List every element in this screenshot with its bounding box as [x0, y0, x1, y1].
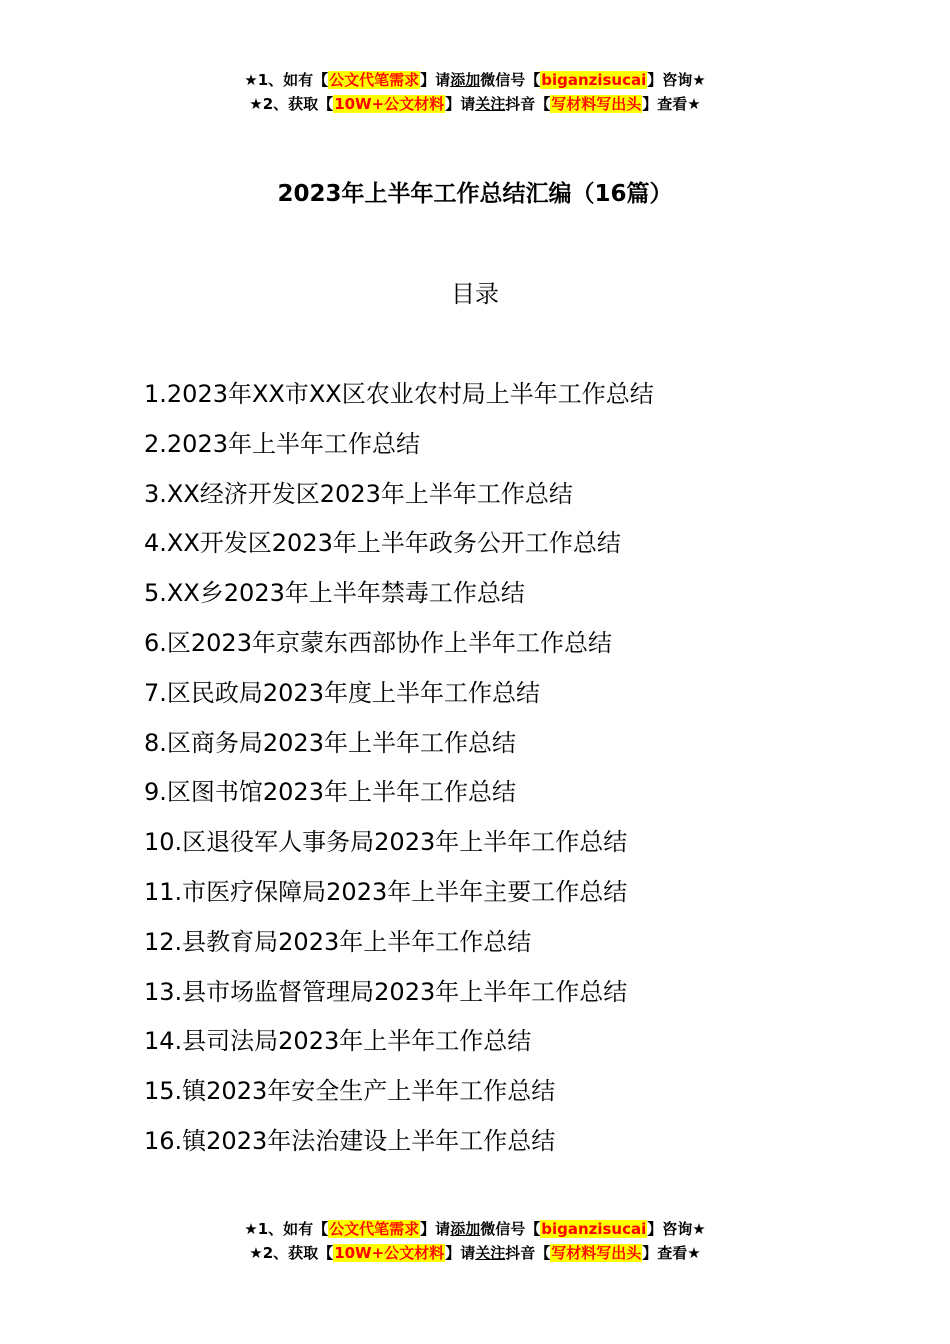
banner-text: ★2、获取【 — [249, 95, 334, 113]
banner-text: 】请 — [420, 71, 451, 89]
banner-text: 微信号【 — [480, 1220, 541, 1238]
banner-underlined-text: 关注 — [475, 95, 506, 113]
toc-item-10: 10.区退役军人事务局2023年上半年工作总结 — [144, 828, 628, 857]
toc-item-7: 7.区民政局2023年度上半年工作总结 — [144, 678, 540, 707]
toc-item-15: 15.镇2023年安全生产上半年工作总结 — [144, 1077, 556, 1106]
banner-text: 】请 — [445, 95, 476, 113]
banner-text: 微信号【 — [480, 71, 541, 89]
toc-item-6: 6.区2023年京蒙东西部协作上半年工作总结 — [144, 628, 612, 657]
banner-highlight-materials: 10W+公文材料 — [334, 95, 445, 113]
banner-text: ★1、如有【 — [244, 71, 329, 89]
toc-item-4: 4.XX开发区2023年上半年政务公开工作总结 — [144, 529, 621, 558]
banner-text: 】咨询★ — [647, 71, 706, 89]
banner-underlined-text: 添加 — [450, 1220, 481, 1238]
toc-item-3: 3.XX经济开发区2023年上半年工作总结 — [144, 479, 573, 508]
banner-text: ★2、获取【 — [249, 1244, 334, 1262]
banner-line-2 — [0, 92, 950, 116]
toc-item-12: 12.县教育局2023年上半年工作总结 — [144, 927, 532, 956]
toc-item-5: 5.XX乡2023年上半年禁毒工作总结 — [144, 579, 525, 608]
banner-text: 】查看★ — [642, 95, 701, 113]
banner-highlight-service: 公文代笔需求 — [329, 71, 420, 89]
top-banner — [0, 68, 950, 116]
banner-text: 】查看★ — [642, 1244, 701, 1262]
toc-item-9: 9.区图书馆2023年上半年工作总结 — [144, 778, 516, 807]
banner-highlight-service: 公文代笔需求 — [329, 1220, 420, 1238]
toc-heading: 目录 — [451, 280, 499, 308]
document-title: 2023年上半年工作总结汇编（16篇） — [277, 181, 673, 207]
banner-underlined-text: 添加 — [450, 71, 481, 89]
banner-line-2 — [0, 1241, 950, 1265]
banner-text: 】请 — [445, 1244, 476, 1262]
bottom-banner — [0, 1217, 950, 1265]
banner-line-1 — [0, 1217, 950, 1241]
banner-highlight-materials: 10W+公文材料 — [334, 1244, 445, 1262]
banner-text: 】咨询★ — [647, 1220, 706, 1238]
banner-underlined-text: 关注 — [475, 1244, 506, 1262]
toc-item-8: 8.区商务局2023年上半年工作总结 — [144, 728, 516, 757]
banner-highlight-douyin-account: 写材料写出头 — [551, 95, 642, 113]
toc-item-2: 2.2023年上半年工作总结 — [144, 429, 420, 458]
banner-highlight-wechat-id: biganzisucai — [541, 71, 647, 89]
toc-item-11: 11.市医疗保障局2023年上半年主要工作总结 — [144, 877, 628, 906]
toc-item-13: 13.县市场监督管理局2023年上半年工作总结 — [144, 977, 628, 1006]
table-of-contents — [144, 372, 864, 1169]
banner-text: 】请 — [420, 1220, 451, 1238]
toc-item-1: 1.2023年XX市XX区农业农村局上半年工作总结 — [144, 380, 654, 408]
banner-text: 抖音【 — [505, 95, 551, 113]
banner-highlight-douyin-account: 写材料写出头 — [551, 1244, 642, 1262]
toc-item-14: 14.县司法局2023年上半年工作总结 — [144, 1027, 532, 1056]
banner-text: 抖音【 — [505, 1244, 551, 1262]
banner-line-1 — [0, 68, 950, 92]
toc-item-16: 16.镇2023年法治建设上半年工作总结 — [144, 1126, 556, 1155]
banner-text: ★1、如有【 — [244, 1220, 329, 1238]
banner-highlight-wechat-id: biganzisucai — [541, 1220, 647, 1238]
